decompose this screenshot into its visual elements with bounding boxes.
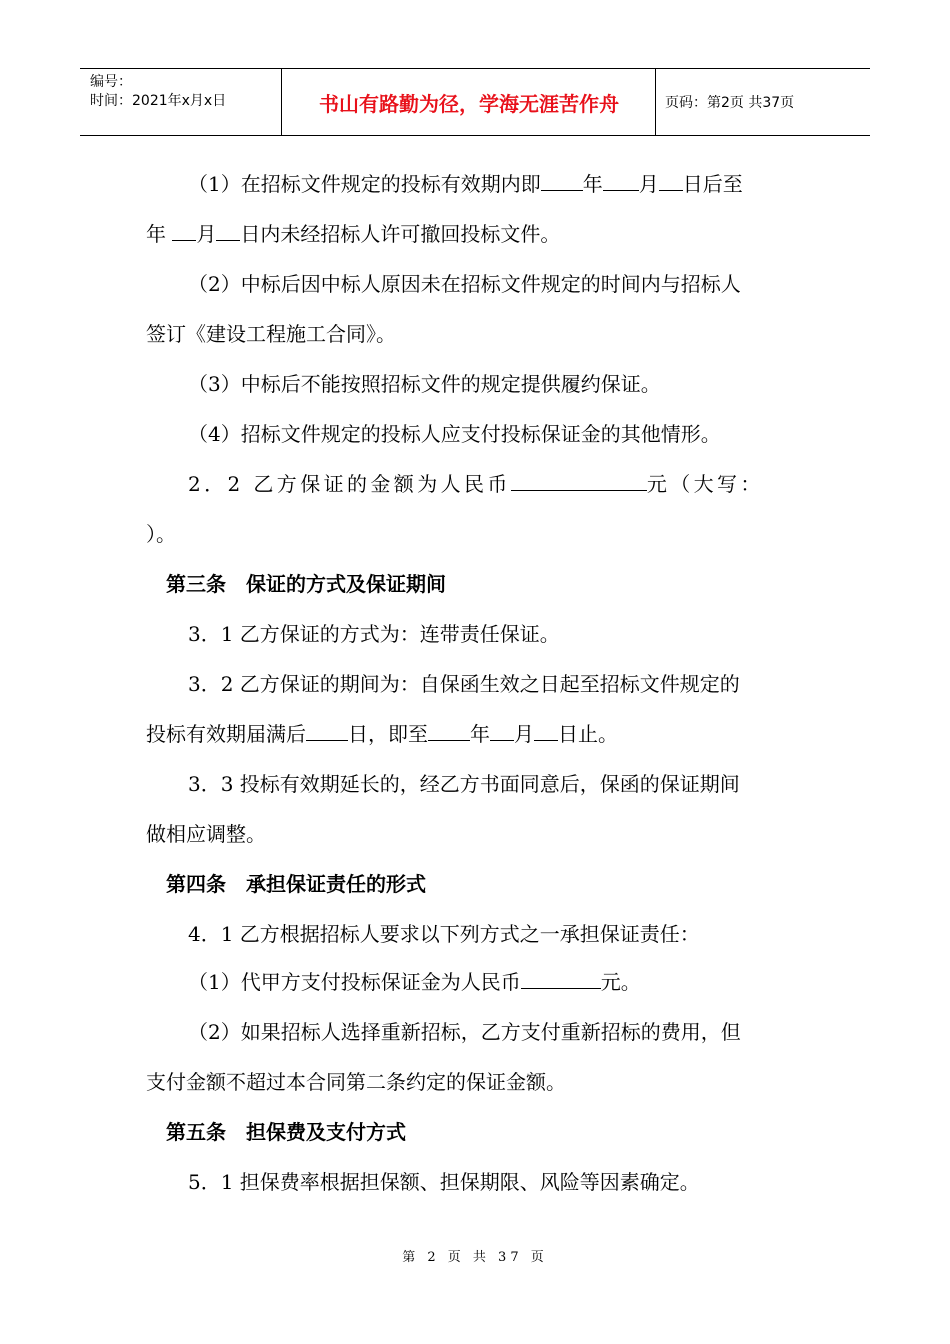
header-meta xyxy=(90,73,226,111)
blank-field xyxy=(511,470,647,491)
blank-field xyxy=(521,968,601,989)
article-3-heading: 第三条 保证的方式及保证期间 xyxy=(166,572,446,596)
text-run: 日止。 xyxy=(558,722,618,746)
header-divider xyxy=(281,69,282,135)
clause-3: （3）中标后不能按照招标文件的规定提供履约保证。 xyxy=(188,372,661,396)
clause-2-2-line-2: ）。 xyxy=(146,522,176,546)
blank-field xyxy=(659,170,683,191)
clause-5-1: 5．1 担保费率根据担保额、担保期限、风险等因素确定。 xyxy=(188,1170,700,1194)
text-run: （1）在招标文件规定的投标有效期内即 xyxy=(188,172,541,196)
text-run: 日内未经招标人许可撤回投标文件。 xyxy=(240,222,561,246)
text-run: 日后至 xyxy=(682,172,743,196)
blank-field xyxy=(490,720,514,741)
page-footer: 第 2 页 共 37 页 xyxy=(402,1250,548,1265)
article-4-heading: 第四条 承担保证责任的形式 xyxy=(166,872,426,896)
clause-4: （4）招标文件规定的投标人应支付投标保证金的其他情形。 xyxy=(188,422,721,446)
article-5-heading: 第五条 担保费及支付方式 xyxy=(166,1120,406,1144)
clause-4-1-item-2-line-2: 支付金额不超过本合同第二条约定的保证金额。 xyxy=(146,1070,566,1094)
text-run: 月 xyxy=(514,722,534,746)
clause-3-3-line-2: 做相应调整。 xyxy=(146,822,266,846)
text-run: 投标有效期届满后 xyxy=(146,722,306,746)
blank-field xyxy=(534,720,558,741)
text-run: 月 xyxy=(196,222,217,246)
header-page-info: 页码：第2页 共37页 xyxy=(665,95,795,111)
blank-field xyxy=(603,170,639,191)
clause-2-line-2: 签订《建设工程施工合同》。 xyxy=(146,322,396,346)
clause-2-line-1: （2）中标后因中标人原因未在招标文件规定的时间内与招标人 xyxy=(188,272,741,296)
text-run: 年 xyxy=(470,722,490,746)
clause-4-1-item-2-line-1: （2）如果招标人选择重新招标，乙方支付重新招标的费用，但 xyxy=(188,1020,741,1044)
text-run: 年 xyxy=(146,222,173,246)
blank-field xyxy=(428,720,470,741)
document-number-label: 编号： xyxy=(90,74,132,90)
blank-field xyxy=(216,220,240,241)
header-motto: 书山有路勤为径，学海无涯苦作舟 xyxy=(319,91,619,116)
page-header xyxy=(80,68,870,136)
clause-1-line-1 xyxy=(188,170,743,198)
clause-3-2-line-1: 3．2 乙方保证的期间为：自保函生效之日起至招标文件规定的 xyxy=(188,672,740,696)
blank-field xyxy=(172,220,196,241)
text-run: 元（大写： xyxy=(646,472,764,496)
text-run: 元。 xyxy=(600,970,641,994)
clause-2-2-line-1 xyxy=(188,470,764,498)
header-divider xyxy=(655,69,656,135)
document-time-label: 时间：2021年x月x日 xyxy=(90,93,227,109)
text-run: （1）代甲方支付投标保证金为人民币 xyxy=(188,970,521,994)
blank-field xyxy=(541,170,583,191)
text-run: 日，即至 xyxy=(348,722,428,746)
text-run: 2．2 乙方保证的金额为人民币 xyxy=(188,472,511,496)
clause-3-2-line-2 xyxy=(146,720,618,748)
clause-3-1: 3．1 乙方保证的方式为：连带责任保证。 xyxy=(188,622,560,646)
clause-4-1: 4．1 乙方根据招标人要求以下列方式之一承担保证责任： xyxy=(188,922,700,946)
clause-4-1-item-1 xyxy=(188,968,641,996)
clause-1-line-2 xyxy=(146,220,560,248)
blank-field xyxy=(306,720,348,741)
clause-3-3-line-1: 3．3 投标有效期延长的，经乙方书面同意后，保函的保证期间 xyxy=(188,772,740,796)
text-run: 月 xyxy=(638,172,659,196)
text-run: 年 xyxy=(582,172,603,196)
